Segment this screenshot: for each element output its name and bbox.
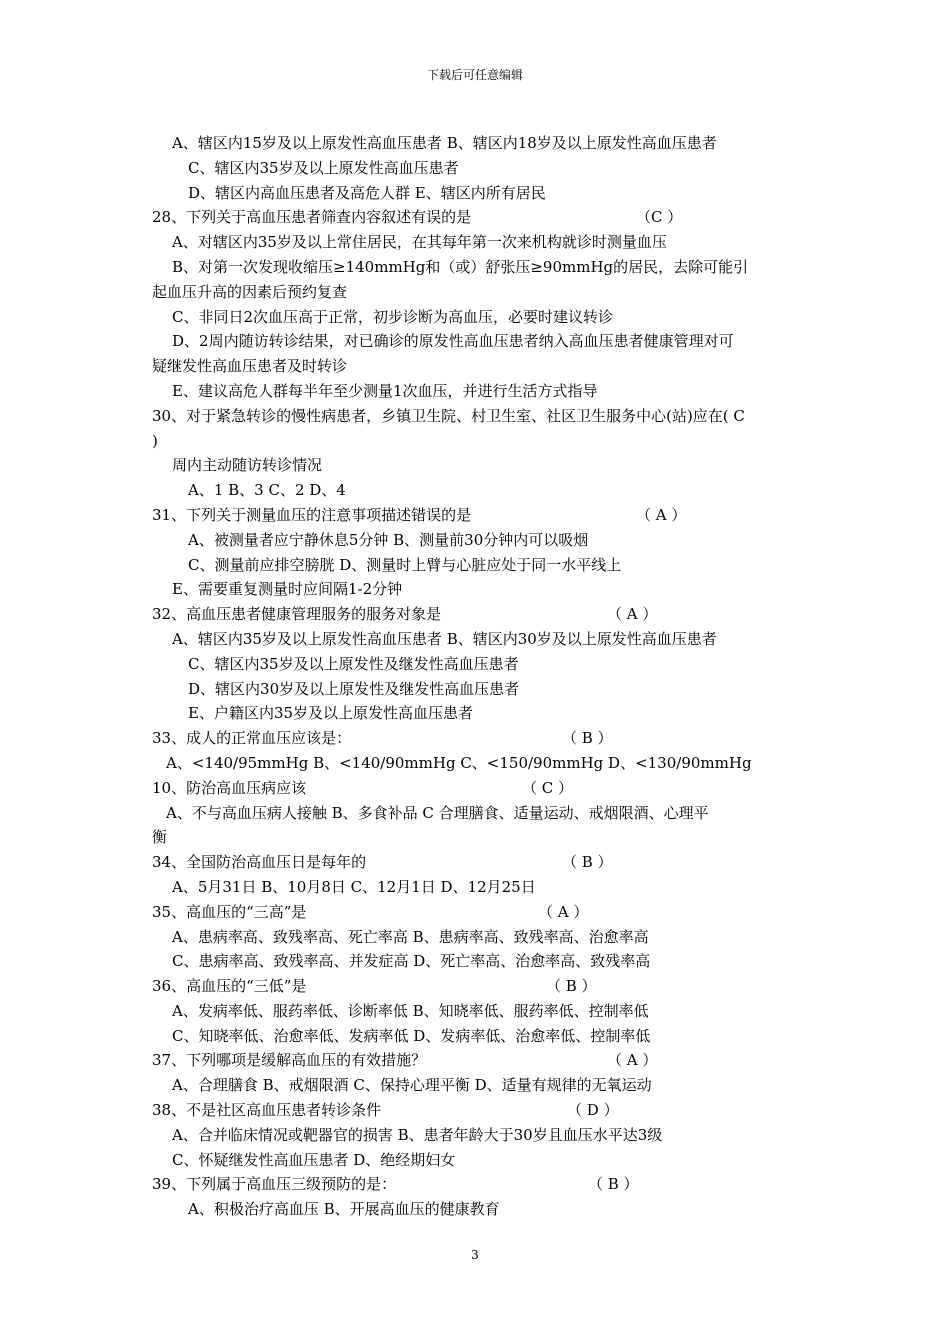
text-line [152, 131, 812, 156]
document-body [152, 131, 812, 1222]
line-text: 38、不是社区高血压患者转诊条件 [152, 1101, 382, 1120]
line-text: C、测量前应排空膀胱 D、测量时上臂与心脏应处于同一水平线上 [188, 555, 622, 574]
line-text: A、<140/95mmHg B、<140/90mmHg C、<150/90mmHg D、<130/90mmHg [166, 753, 752, 772]
line-text: 31、下列关于测量血压的注意事项描述错误的是 [152, 505, 472, 524]
answer-mark: （ B ） [562, 729, 613, 748]
line-text: 35、高血压的“三高”是 [152, 902, 307, 921]
page-header: 下载后可任意编辑 [426, 68, 523, 82]
page-number: 3 [471, 1248, 479, 1262]
line-text: E、户籍区内35岁及以上原发性高血压患者 [188, 704, 474, 723]
text-line [152, 255, 812, 280]
line-text: 33、成人的正常血压应该是： [152, 729, 352, 748]
line-text: B、对第一次发现收缩压≥140mmHg和（或）舒张压≥90mmHg的居民，去除可能引 [172, 257, 749, 276]
text-line [152, 825, 812, 850]
text-line [152, 850, 812, 875]
line-text: E、建议高危人群每半年至少测量1次血压，并进行生活方式指导 [172, 381, 598, 400]
line-text: 32、高血压患者健康管理服务的服务对象是 [152, 605, 442, 624]
text-line [152, 404, 812, 429]
answer-mark: （C ） [636, 208, 683, 227]
text-line [152, 577, 812, 602]
line-text: A、5月31日 B、10月8日 C、12月1日 D、12月25日 [172, 877, 536, 896]
text-line [152, 726, 812, 751]
line-text: A、发病率低、服药率低、诊断率低 B、知晓率低、服药率低、控制率低 [172, 1001, 649, 1020]
text-line [152, 701, 812, 726]
text-line [152, 329, 812, 354]
line-text: A、积极治疗高血压 B、开展高血压的健康教育 [188, 1200, 500, 1219]
line-text: D、2周内随访转诊结果，对已确诊的原发性高血压患者纳入高血压患者健康管理对可 [172, 332, 734, 351]
text-line [152, 1098, 812, 1123]
line-text: 39、下列属于高血压三级预防的是： [152, 1175, 397, 1194]
text-line [152, 1073, 812, 1098]
text-line [152, 1172, 812, 1197]
line-text: ) [152, 431, 158, 450]
line-text: D、辖区内30岁及以上原发性及继发性高血压患者 [188, 679, 520, 698]
text-line [152, 230, 812, 255]
text-line [152, 205, 812, 230]
text-line [152, 925, 812, 950]
text-line [152, 503, 812, 528]
line-text: 37、下列哪项是缓解高血压的有效措施？ [152, 1051, 427, 1070]
text-line [152, 999, 812, 1024]
answer-mark: （ A ） [607, 605, 658, 624]
line-text: A、对辖区内35岁及以上常住居民，在其每年第一次来机构就诊时测量血压 [172, 233, 667, 252]
line-text: 28、下列关于高血压患者筛查内容叙述有误的是 [152, 208, 472, 227]
line-text: 36、高血压的“三低”是 [152, 977, 307, 996]
text-line [152, 1048, 812, 1073]
text-line [152, 181, 812, 206]
answer-mark: （ B ） [562, 853, 613, 872]
answer-mark: （ D ） [567, 1101, 619, 1120]
text-line [152, 354, 812, 379]
text-line [152, 677, 812, 702]
line-text: 34、全国防治高血压日是每年的 [152, 853, 367, 872]
line-text: A、合理膳食 B、戒烟限酒 C、保持心理平衡 D、适量有规律的无氧运动 [172, 1076, 652, 1095]
text-line [152, 602, 812, 627]
line-text: C、知晓率低、治愈率低、发病率低 D、发病率低、治愈率低、控制率低 [172, 1026, 651, 1045]
text-line [152, 1148, 812, 1173]
text-line [152, 900, 812, 925]
line-text: D、辖区内高血压患者及高危人群 E、辖区内所有居民 [188, 183, 546, 202]
text-line [152, 305, 812, 330]
text-line [152, 1197, 812, 1222]
text-line [152, 974, 812, 999]
answer-mark: （ A ） [607, 1051, 658, 1070]
text-line [152, 156, 812, 181]
line-text: A、患病率高、致残率高、死亡率高 B、患病率高、致残率高、治愈率高 [172, 927, 649, 946]
text-line [152, 751, 812, 776]
text-line [152, 875, 812, 900]
line-text: C、患病率高、致残率高、并发症高 D、死亡率高、治愈率高、致残率高 [172, 952, 651, 971]
text-line [152, 553, 812, 578]
line-text: 30、对于紧急转诊的慢性病患者，乡镇卫生院、村卫生室、社区卫生服务中心(站)应在( C [152, 406, 745, 425]
line-text: C、辖区内35岁及以上原发性及继发性高血压患者 [188, 654, 519, 673]
text-line [152, 652, 812, 677]
text-line [152, 429, 812, 454]
text-line [152, 478, 812, 503]
line-text: 10、防治高血压病应该 [152, 778, 307, 797]
text-line [152, 528, 812, 553]
line-text: A、1 B、3 C、2 D、4 [188, 481, 346, 500]
line-text: 起血压升高的因素后预约复查 [152, 282, 348, 301]
line-text: 疑继发性高血压患者及时转诊 [152, 357, 348, 376]
line-text: C、怀疑继发性高血压患者 D、绝经期妇女 [172, 1150, 456, 1169]
line-text: C、辖区内35岁及以上原发性高血压患者 [188, 158, 459, 177]
text-line [152, 949, 812, 974]
line-text: A、被测量者应宁静休息5分钟 B、测量前30分钟内可以吸烟 [188, 530, 589, 549]
line-text: A、合并临床情况或靶器官的损害 B、患者年龄大于30岁且血压水平达3级 [172, 1125, 663, 1144]
line-text: A、辖区内35岁及以上原发性高血压患者 B、辖区内30岁及以上原发性高血压患者 [172, 629, 717, 648]
answer-mark: （ B ） [588, 1175, 639, 1194]
text-line [152, 1123, 812, 1148]
line-text: E、需要重复测量时应间隔1-2分钟 [172, 580, 403, 599]
text-line [152, 776, 812, 801]
text-line [152, 453, 812, 478]
answer-mark: （ C ） [522, 778, 574, 797]
answer-mark: （ B ） [546, 977, 597, 996]
answer-mark: （ A ） [636, 505, 687, 524]
text-line [152, 627, 812, 652]
answer-mark: （ A ） [538, 902, 589, 921]
text-line [152, 1024, 812, 1049]
line-text: A、辖区内15岁及以上原发性高血压患者 B、辖区内18岁及以上原发性高血压患者 [172, 134, 717, 152]
text-line [152, 379, 812, 404]
text-line [152, 801, 812, 826]
line-text: 衡 [152, 828, 168, 847]
line-text: A、不与高血压病人接触 B、多食补品 C 合理膳食、适量运动、戒烟限酒、心理平 [166, 803, 709, 822]
line-text: 周内主动随访转诊情况 [172, 456, 323, 475]
line-text: C、非同日2次血压高于正常，初步诊断为高血压，必要时建议转诊 [172, 307, 614, 326]
text-line [152, 280, 812, 305]
